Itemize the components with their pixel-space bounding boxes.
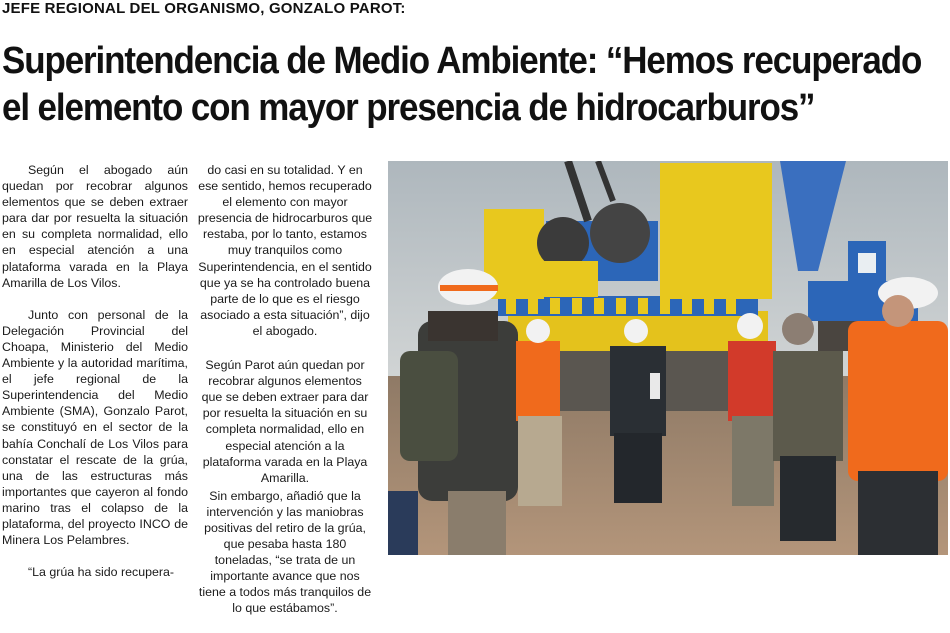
paragraph: do casi en su totalidad. Y en ese sentido, hemos recuperado el elemento con mayor presencia de hidrocarburos que restaba, por lo tanto, estamos muy tranquilos como Superintendencia, en el sentido que ya se ha controlado buena parte de lo que es el riesgo asociado a esta situación”, dijo el abogado. (197, 163, 373, 338)
person-red-vest (728, 313, 776, 506)
person-far-left (388, 491, 418, 555)
paragraph: Junto con personal de la Delegación Provincial del Choapa, Ministerio del Medio Ambiente y la autoridad marítima, el jefe regional de la Superintendencia del Medio Ambiente (SMA), Gonzalo Parot, se constituyó en el sector de la bahía Conchalí de Los Vilos para constatar el rescate de la grúa, una de las estructuras más importantes que cayeron al fondo marino tras el colapso de la plataforma, del proyecto INCO de Minera Los Pelambres. (2, 307, 188, 548)
person-center-dark (610, 319, 666, 503)
paragraph: Sin embargo, añadió que la intervención y las maniobras positivas del retiro de la grúa, que pesaba hasta 180 toneladas, “se trata de un importante avance que nos tiene a todos más tranquilos de lo que estábamos”. (198, 488, 372, 616)
article-kicker: JEFE REGIONAL DEL ORGANISMO, GONZALO PAROT: (2, 0, 406, 17)
headline-line-1: Superintendencia de Medio Ambiente: “Hemos recuperado (2, 40, 922, 82)
photo-scene (388, 161, 948, 555)
paragraph: Según Parot aún quedan por recobrar algunos elementos que se deben extraer para dar por resuelta la situación en su completa normalidad, ello en especial atención a la plataforma varada en la Playa Amarilla. (201, 358, 369, 485)
article-column-1 (2, 162, 188, 596)
paragraph: Según el abogado aún quedan por recobrar algunos elementos que se deben extraer para dar por resuelta la situación en su completa normalidad, ello en especial atención a una plataforma varada en la Playa Amarilla de Los Vilos. (2, 163, 188, 290)
yellow-machine-right (660, 163, 772, 299)
headline-line-2: el elemento con mayor presencia de hidrocarburos” (2, 87, 815, 129)
paragraph: “La grúa ha sido recupera- (28, 565, 175, 580)
person-orange-1 (516, 319, 562, 506)
article-photo (388, 161, 948, 555)
article-headline (2, 38, 922, 132)
article-column-2 (197, 162, 373, 633)
